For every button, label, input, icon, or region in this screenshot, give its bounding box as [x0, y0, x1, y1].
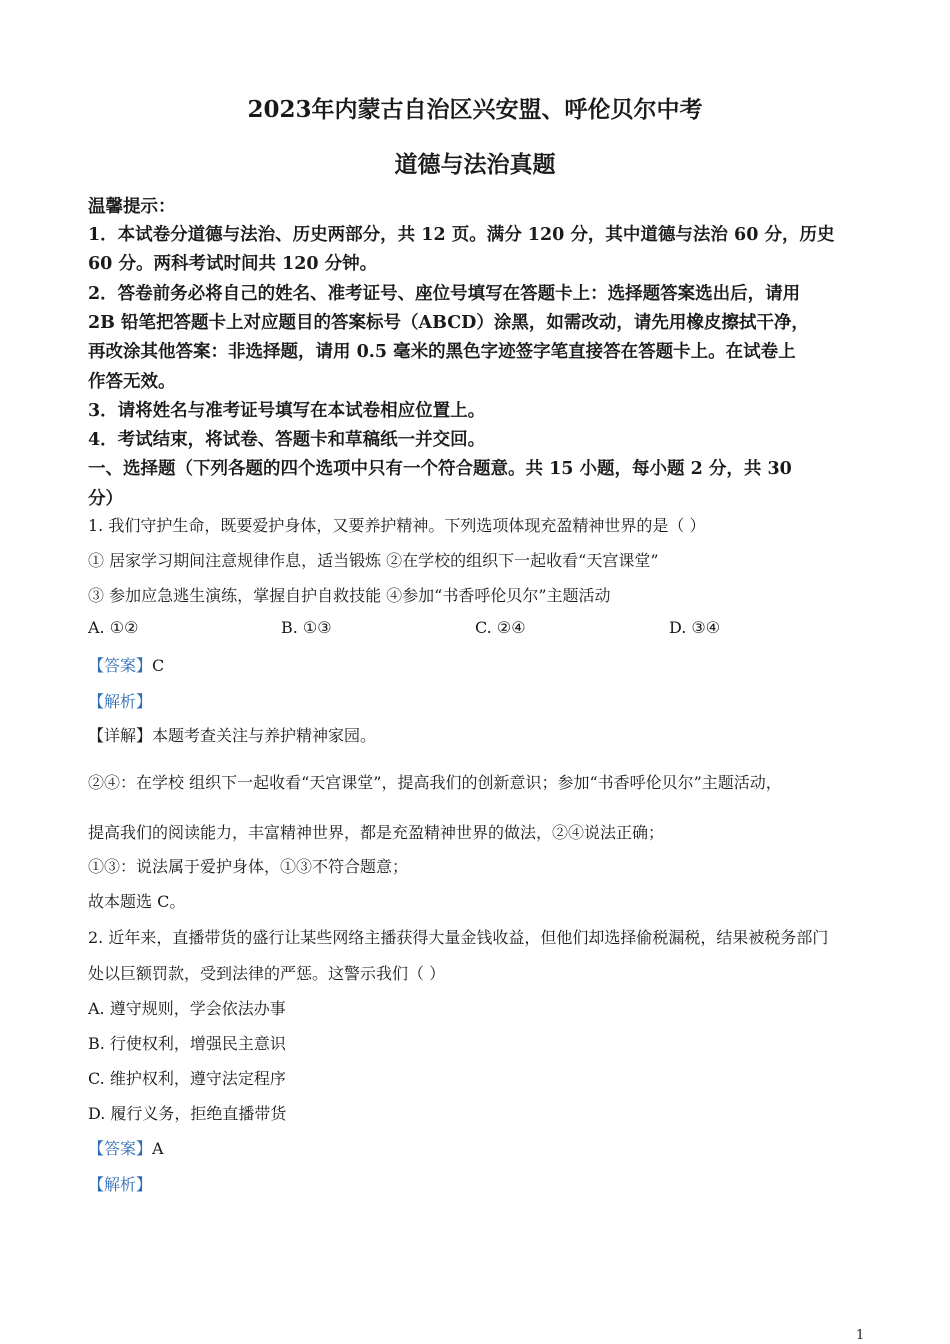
tips-heading: 温馨提示：: [88, 197, 176, 217]
question-1-option-a: A. ①②: [88, 618, 139, 637]
detail-text: 本题考查关注与养护精神家园。: [152, 726, 377, 745]
tip-line: 作答无效。: [88, 372, 176, 392]
question-1-explanation: ①③：说法属于爱护身体，①③不符合题意；: [88, 857, 409, 876]
answer-value: C: [152, 656, 165, 675]
tip-line: 2B 铅笔把答题卡上对应题目的答案标号（ABCD）涂黑，如需改动，请先用橡皮擦拭干净，: [88, 313, 809, 333]
question-2-option-d: D. 履行义务，拒绝直播带货: [88, 1104, 287, 1123]
question-1-statement: ① 居家学习期间注意规律作息，适当锻炼 ②在学校的组织下一起收看“天宫课堂”: [88, 551, 659, 570]
tip-line: 4．考试结束，将试卷、答题卡和草稿纸一并交回。: [88, 430, 486, 450]
page-title: 2023年内蒙古自治区兴安盟、呼伦贝尔中考: [247, 96, 703, 123]
answer-tag: 【答案】: [88, 656, 153, 675]
tip-line: 1．本试卷分道德与法治、历史两部分，共 12 页。满分 120 分，其中道德与法治 60 分，历史: [88, 225, 835, 245]
tip-line: 60 分。两科考试时间共 120 分钟。: [88, 254, 378, 274]
question-1-explanation: ②④：在学校 组织下一起收看“天宫课堂”，提高我们的创新意识；参加“书香呼伦贝尔”主题活动，: [88, 773, 782, 792]
answer-value: A: [152, 1139, 164, 1158]
answer-tag: 【答案】: [88, 1139, 153, 1158]
question-2-option-c: C. 维护权利，遵守法定程序: [88, 1069, 286, 1088]
tip-line: 3．请将姓名与准考证号填写在本试卷相应位置上。: [88, 401, 486, 421]
question-1-statement: ③ 参加应急逃生演练，掌握自护自救技能 ④参加“书香呼伦贝尔”主题活动: [88, 586, 611, 605]
question-1-answer: [88, 653, 164, 676]
tip-line: 再改涂其他答案：非选择题，请用 0.5 毫米的黑色字迹签字笔直接答在答题卡上。在试卷上: [88, 342, 796, 362]
question-1-option-d: D. ③④: [669, 618, 721, 637]
question-2-stem-cont: 处以巨额罚款，受到法律的严惩。这警示我们（ ）: [88, 964, 446, 983]
tip-line: 2．答卷前务必将自己的姓名、准考证号、座位号填写在答题卡上：选择题答案选出后，请用: [88, 284, 801, 304]
question-1-explanation: 提高我们的阅读能力，丰富精神世界，都是充盈精神世界的做法，②④说法正确；: [88, 823, 665, 842]
question-1-detail: [88, 723, 376, 746]
question-1-analysis-tag: 【解析】: [88, 692, 153, 711]
question-2-option-a: A. 遵守规则，学会依法办事: [88, 999, 286, 1018]
question-2-answer: [88, 1136, 164, 1159]
question-1-conclusion: 故本题选 C。: [88, 892, 186, 911]
page-subtitle: 道德与法治真题: [394, 151, 556, 178]
question-1-option-b: B. ①③: [281, 618, 332, 637]
section-heading: 一、选择题（下列各题的四个选项中只有一个符合题意。共 15 小题，每小题 2 分，共 30: [88, 459, 792, 479]
question-2-stem: 2. 近年来，直播带货的盛行让某些网络主播获得大量金钱收益，但他们却选择偷税漏税，结果被税务部门: [88, 928, 829, 947]
page-number: 1: [856, 1328, 865, 1343]
question-1-stem: 1. 我们守护生命，既要爱护身体，又要养护精神。下列选项体现充盈精神世界的是（ ）: [88, 516, 706, 535]
question-1-option-c: C. ②④: [475, 618, 526, 637]
question-2-option-b: B. 行使权利，增强民主意识: [88, 1034, 286, 1053]
question-2-analysis-tag: 【解析】: [88, 1175, 153, 1194]
section-heading-cont: 分）: [88, 489, 123, 509]
detail-tag: 【详解】: [88, 726, 153, 745]
